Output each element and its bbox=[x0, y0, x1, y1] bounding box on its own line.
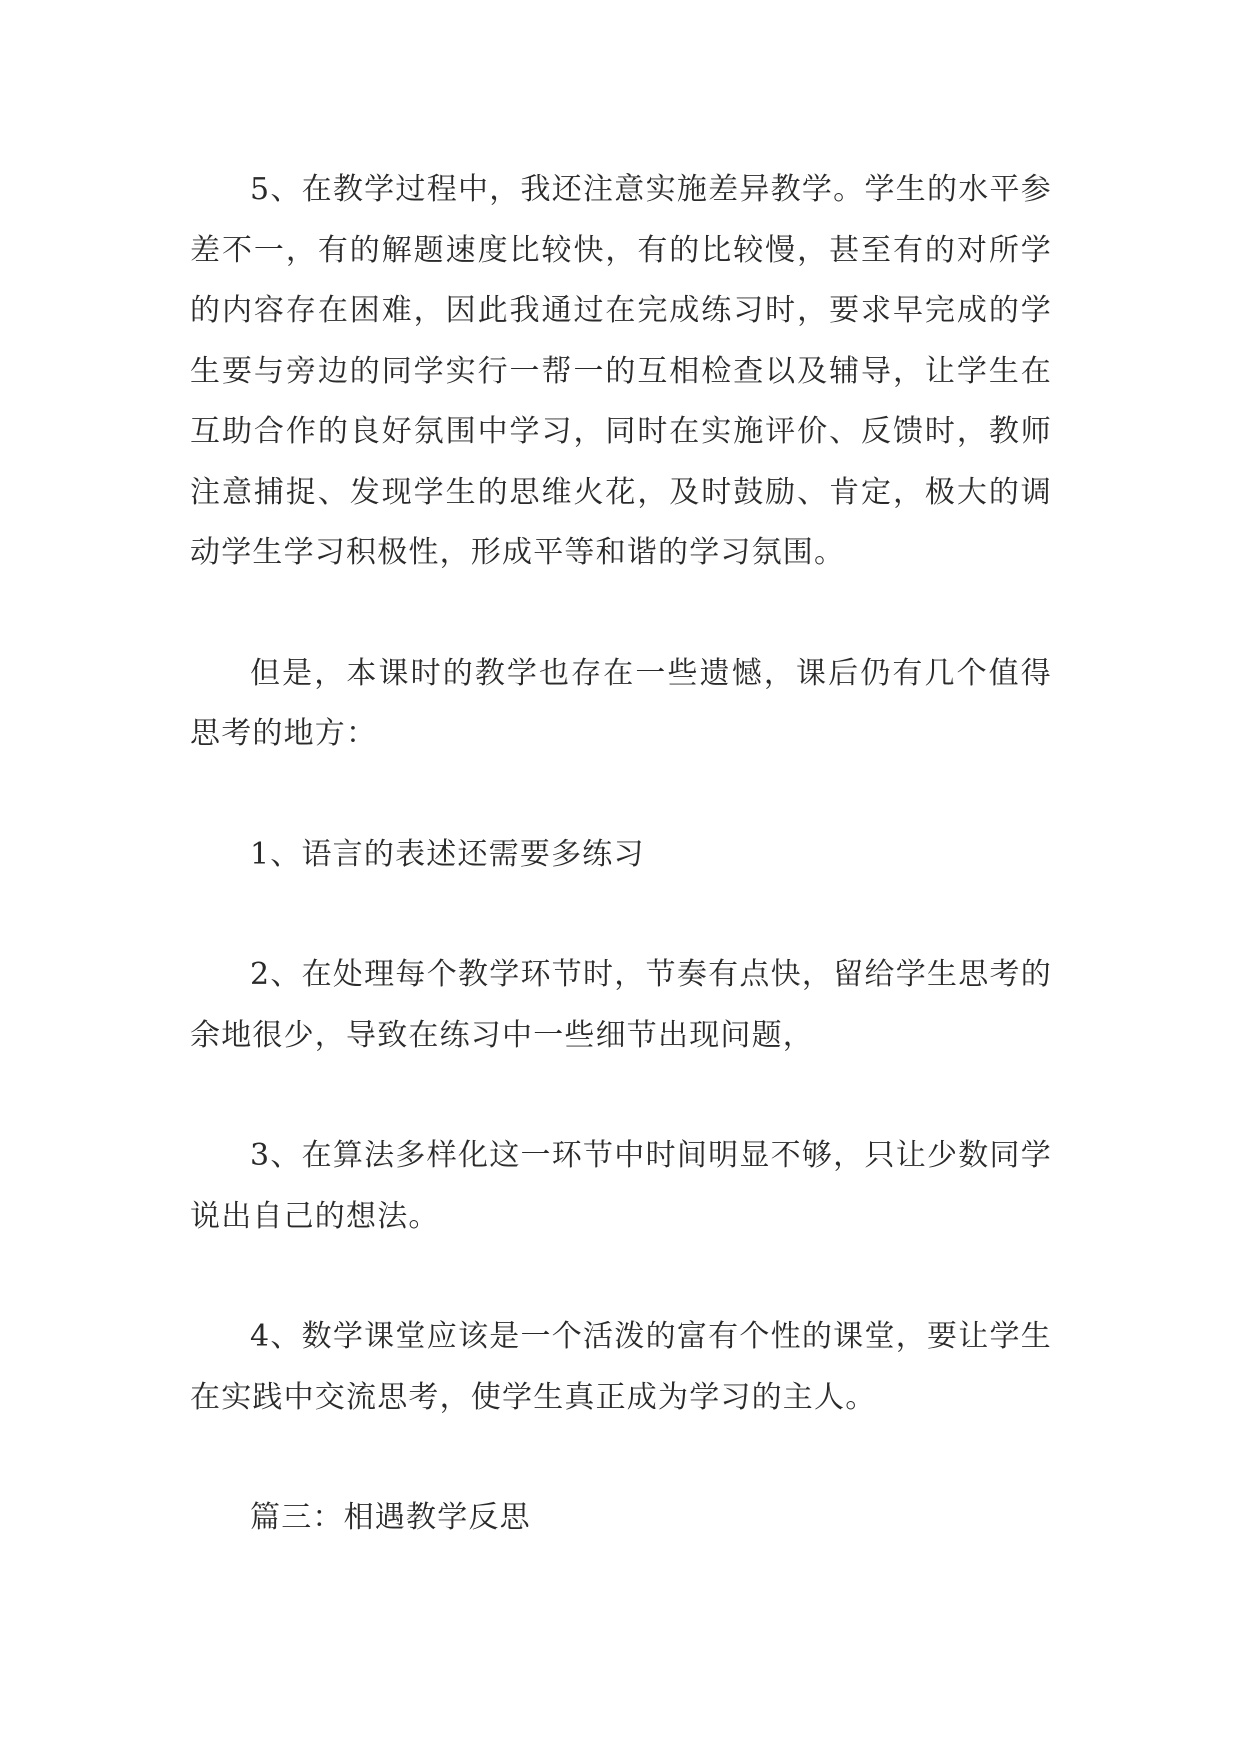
paragraph-differentiated-teaching: 5、在教学过程中，我还注意实施差异教学。学生的水平参差不一，有的解题速度比较快，有的比较慢，甚至有的对所学的内容存在困难，因此我通过在完成练习时，要求早完成的学生要与旁边的同学实行一帮一的互相检查以及辅导，让学生在互助合作的良好氛围中学习，同时在实施评价、反馈时，教师注意捕捉、发现学生的思维火花，及时鼓励、肯定，极大的调动学生学习积极性，形成平等和谐的学习氛围。 bbox=[190, 172, 1052, 570]
section-heading: 篇三：相遇教学反思 bbox=[250, 1500, 531, 1535]
paragraph-point-1: 1、语言的表述还需要多练习 bbox=[250, 836, 645, 872]
paragraph-regrets-intro: 但是，本课时的教学也存在一些遗憾，课后仍有几个值得思考的地方： bbox=[190, 655, 1052, 751]
document-body bbox=[190, 160, 1052, 1549]
paragraph-point-4: 4、数学课堂应该是一个活泼的富有个性的课堂，要让学生在实践中交流思考，使学生真正成为学习的主人。 bbox=[190, 1319, 1052, 1415]
paragraph-point-2: 2、在处理每个教学环节时，节奏有点快，留给学生思考的余地很少，导致在练习中一些细节出现问题， bbox=[190, 957, 1052, 1053]
paragraph-point-3: 3、在算法多样化这一环节中时间明显不够，只让少数同学说出自己的想法。 bbox=[190, 1138, 1052, 1234]
